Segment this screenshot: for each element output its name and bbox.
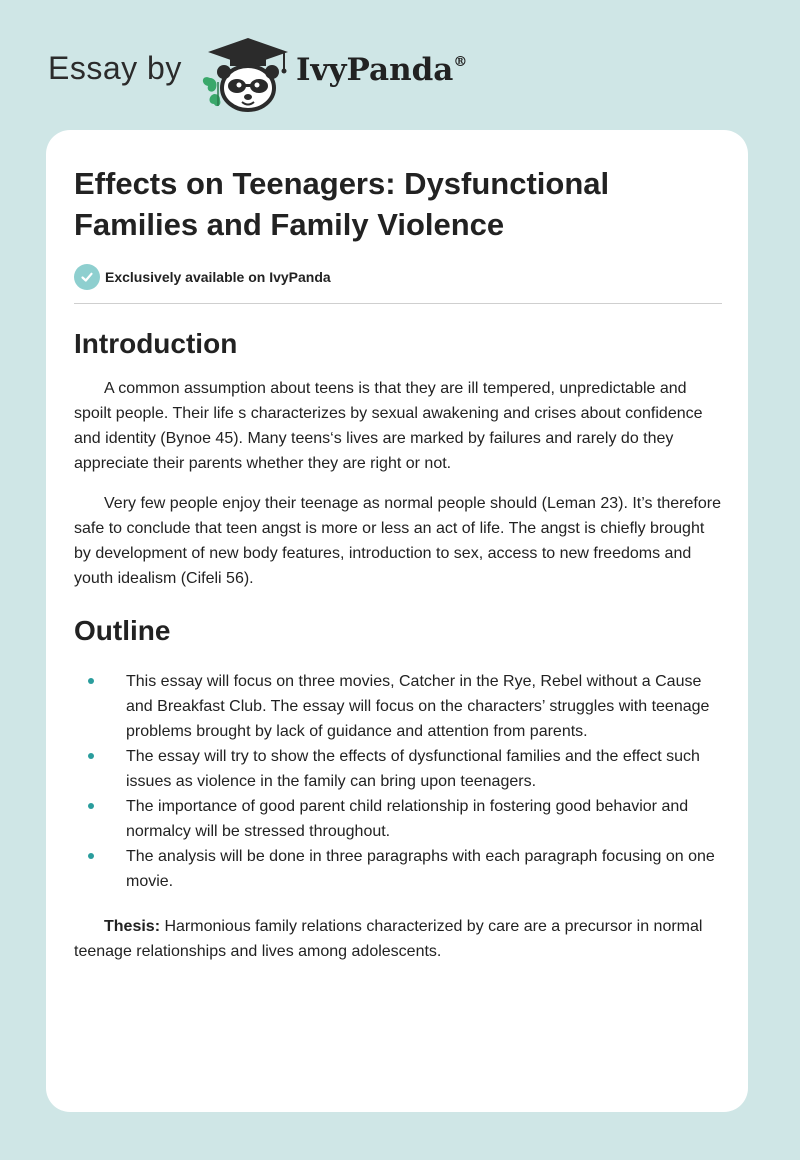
intro-heading: Introduction [74, 328, 238, 359]
essay-body [74, 326, 724, 964]
check-icon [74, 264, 100, 290]
bullet-icon [88, 803, 94, 809]
registered-mark: ® [453, 54, 468, 70]
essay-by-label: Essay by [48, 50, 182, 86]
exclusive-text: Exclusively available on IvyPanda [105, 269, 331, 285]
list-item [74, 844, 724, 894]
thesis-paragraph [74, 914, 724, 964]
brand-label: IvyPanda [296, 52, 454, 88]
outline-heading: Outline [74, 615, 171, 646]
bullet-icon [88, 853, 94, 859]
intro-paragraph: A common assumption about teens is that they are ill tempered, unpredictable and spoilt people. Their life s characterizes by sexual awakening and crises about confidence and identity (Bynoe 45). Many teens‘s lives are marked by failures and rarely do they appreciate their parents whether they are right or not. [74, 380, 703, 472]
list-item [74, 794, 724, 844]
outline-list [74, 669, 724, 894]
intro-paragraph: Very few people enjoy their teenage as normal people should (Leman 23). It’s therefore safe to conclude that teen angst is more or less an act of life. The angst is chiefly brought by development of new body features, introduction to sex, access to new freedoms and youth idealism (Cifeli 56). [74, 495, 721, 587]
bullet-icon [88, 753, 94, 759]
site-header [0, 0, 800, 130]
panda-graduate-icon[interactable] [196, 34, 296, 114]
title-divider [74, 303, 722, 304]
list-item-text: The analysis will be done in three paragraphs with each paragraph focusing on one movie. [126, 848, 715, 890]
list-item-text: The importance of good parent child relationship in fostering good behavior and normalcy will be stressed throughout. [126, 798, 689, 840]
list-item [74, 744, 724, 794]
essay-card [46, 130, 748, 1112]
essay-title: Effects on Teenagers: Dysfunctional Families and Family Violence [74, 166, 610, 242]
brand-name[interactable] [296, 52, 467, 88]
list-item-text: This essay will focus on three movies, Catcher in the Rye, Rebel without a Cause and Breakfast Club. The essay will focus on the characters’ struggles with teenage problems brought by lack of guidance and attention from parents. [126, 673, 710, 740]
bullet-icon [88, 678, 94, 684]
list-item-text: The essay will try to show the effects of dysfunctional families and the effect such issues as violence in the family can bring upon teenagers. [126, 748, 700, 790]
exclusive-badge [74, 264, 331, 290]
list-item [74, 669, 724, 744]
thesis-text: Harmonious family relations characterized by care are a precursor in normal teenage relationships and lives among adolescents. [74, 918, 703, 960]
thesis-label: Thesis: [104, 918, 161, 935]
